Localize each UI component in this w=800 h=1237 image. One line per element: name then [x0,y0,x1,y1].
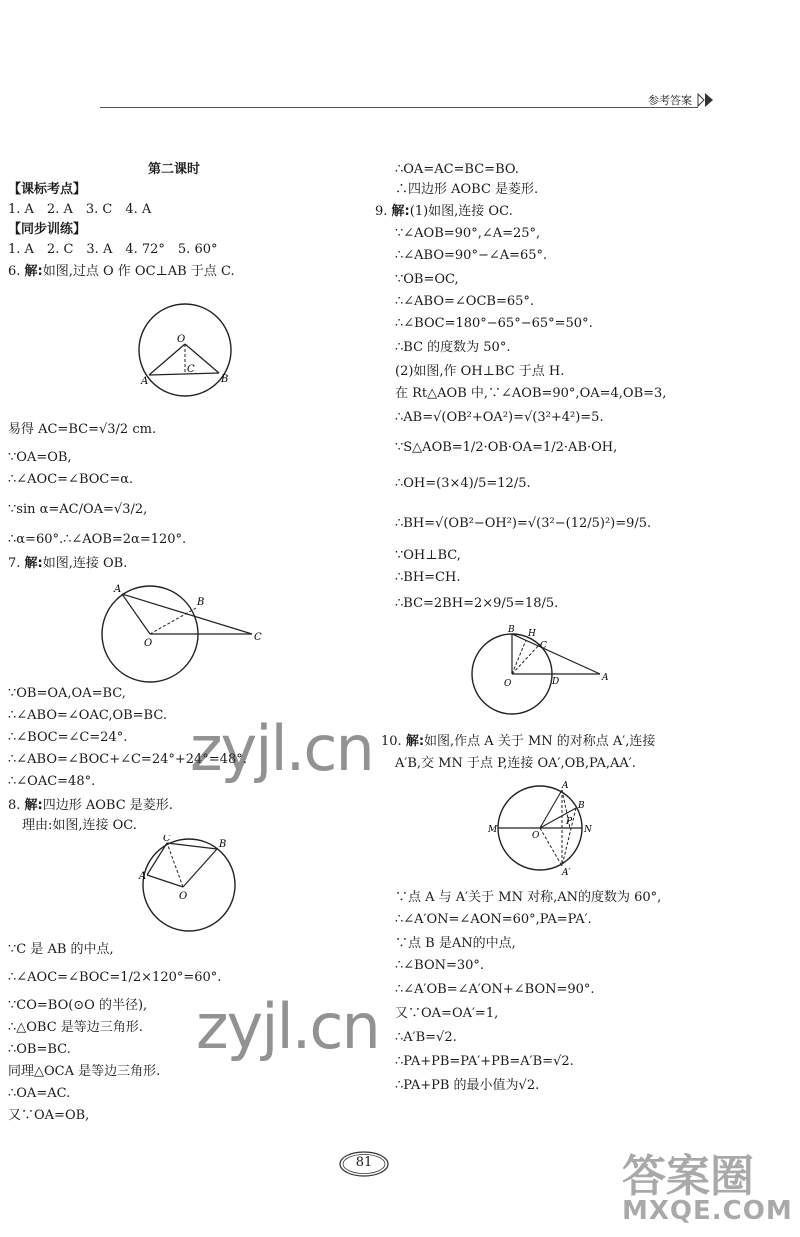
figure-q6 [135,300,245,410]
solution-line: 又∵OA=OB, [8,1108,90,1123]
solution-line: ∴∠A′ON=∠AON=60°,PA=PA′. [395,912,592,927]
solution-line: ∴∠ABO=∠BOC+∠C=24°+24°=48°. [8,752,247,767]
page-number-text: 81 [355,1155,373,1170]
point-label: N [584,825,592,835]
question-9 [375,204,513,220]
solution-line: ∴OA=AC. [8,1086,71,1101]
point-label: A [139,871,147,882]
watermark-url: MXQE.COM [622,1196,793,1226]
solution-line: ∴∠A′OB=∠A′ON+∠BON=90°. [395,982,595,997]
figure-q8 [133,835,243,935]
solution-line: ∴∠ABO=∠OCB=65°. [395,294,535,309]
solution-line: 同理△OCA 是等边三角形. [8,1064,161,1079]
point-label: B [197,597,205,608]
arrow-icon [696,90,720,110]
figure-q7 [100,578,280,690]
solution-line: ∴BH=CH. [395,570,461,585]
solution-line: ∵OA=OB, [8,450,72,465]
point-label: B [508,625,515,635]
solution-line: ∵OB=OA,OA=BC, [8,686,126,701]
solution-line: ∵点 B 是AN的中点, [395,936,516,951]
solution-line: ∴OB=BC. [8,1042,71,1057]
solution-line: ∴∠ABO=90°−∠A=65°. [395,248,548,263]
question-number: 6. [8,264,21,279]
solution-line: 理由:如图,连接 OC. [22,818,137,833]
solution-line: ∴∠BON=30°. [395,958,485,973]
point-label: A [602,673,609,683]
solution-line: ∴A′B=√2. [395,1030,457,1045]
section-heading: 【课标考点】 [8,182,87,197]
watermark: zyjl.cn [190,712,373,785]
figure-q10 [488,778,600,876]
solution-line: ∵点 A 与 A′关于 MN 对称,AN的度数为 60°, [395,890,662,905]
header-label: 参考答案 [648,94,692,107]
solution-line: ∴∠OAC=48°. [8,774,96,789]
solution-line: ∴PA+PB=PA′+PB=A′B=√2. [395,1054,574,1069]
solution-text: 如图,过点 O 作 OC⊥AB 于点 C. [42,264,235,279]
solution-line: ∴OH=(3×4)/5=12/5. [395,476,531,491]
solution-text: (1)如图,连接 OC. [409,204,513,219]
point-label: A [562,781,569,791]
question-number: 8. [8,798,21,813]
solution-text: 如图,连接 OB. [42,556,128,571]
solution-line: ∴∠AOC=∠BOC=α. [8,472,134,487]
solution-line: ∴∠AOC=∠BOC=1/2×120°=60°. [8,970,222,985]
solution-line: ∵OB=OC, [395,272,459,287]
point-label: C [163,835,171,844]
point-label: O [532,831,540,841]
answer-line: 1. A 2. C 3. A 4. 72° 5. 60° [8,242,218,257]
point-label: A [141,376,149,387]
point-label: O [144,638,153,649]
solution-label: 解: [391,204,410,219]
solution-line: ∴α=60°.∴∠AOB=2α=120°. [8,532,187,547]
solution-line: 在 Rt△AOB 中,∵∠AOB=90°,OA=4,OB=3, [395,386,667,401]
solution-line: ∴BH=√(OB²−OH²)=√(3²−(12/5)²)=9/5. [395,516,652,531]
solution-text: 四边形 AOBC 是菱形. [42,798,173,813]
solution-line: ∵CO=BO(⊙O 的半径), [8,998,148,1013]
point-label: A′ [562,868,571,876]
point-label: B [219,839,227,850]
solution-line: ∴BC 的度数为 50°. [395,340,511,355]
lesson-title: 第二课时 [148,162,201,177]
answer-line: 1. A 2. A 3. C 4. A [8,202,152,217]
solution-label: 解: [405,734,425,749]
solution-line: ∵∠AOB=90°,∠A=25°, [395,226,541,241]
solution-line: A′B,交 MN 于点 P,连接 OA′,OB,PA,AA′. [395,756,636,771]
point-label: P [566,817,573,827]
solution-line: ∴四边形 AOBC 是菱形. [395,182,539,197]
solution-line: ∴OA=AC=BC=BO. [395,162,519,177]
solution-line: ∴∠ABO=∠OAC,OB=BC. [8,708,167,723]
solution-line: ∴△OBC 是等边三角形. [8,1020,143,1035]
point-label: C [540,641,547,651]
point-label: B [221,374,229,385]
point-label: M [488,825,498,835]
solution-line: ∴PA+PB 的最小值为√2. [395,1078,540,1093]
solution-line: ∵OH⊥BC, [395,548,461,563]
solution-text: 如图,作点 A 关于 MN 的对称点 A′,连接 [424,734,656,749]
solution-line: 又∵OA=OA′=1, [395,1006,499,1021]
header-rule [100,107,698,108]
solution-line: ∵C 是 AB 的中点, [8,942,114,957]
section-heading: 【同步训练】 [8,222,87,237]
point-label: H [528,629,536,639]
question-number: 10. [381,734,402,749]
question-7 [8,556,127,572]
question-8 [8,798,173,814]
solution-line: ∴∠BOC=∠C=24°. [8,730,128,745]
point-label: D [552,677,560,687]
point-label: A [114,584,122,595]
watermark: zyjl.cn [196,990,379,1063]
point-label: C [254,632,262,643]
page-number [338,1150,390,1178]
point-label: O [177,334,186,345]
point-label: O [179,891,188,902]
figure-q9 [468,622,618,720]
solution-line: ∴BC=2BH=2×9/5=18/5. [395,596,559,611]
watermark-logo: 答案圈 [622,1151,754,1202]
solution-label: 解: [24,264,43,279]
question-10 [381,734,655,750]
question-6 [8,264,235,280]
question-number: 9. [375,204,388,219]
point-label: C [187,364,195,375]
solution-label: 解: [24,556,43,571]
solution-label: 解: [24,798,43,813]
solution-line: (2)如图,作 OH⊥BC 于点 H. [395,364,565,379]
solution-line: ∵S△AOB=1/2·OB·OA=1/2·AB·OH, [395,440,618,455]
question-number: 7. [8,556,21,571]
page-header [100,92,720,110]
solution-line: ∴∠BOC=180°−65°−65°=50°. [395,316,593,331]
point-label: B [578,801,585,811]
solution-line: ∵sin α=AC/OA=√3/2, [8,502,148,517]
solution-line: ∴AB=√(OB²+OA²)=√(3²+4²)=5. [395,410,604,425]
point-label: O [504,679,512,689]
solution-line: 易得 AC=BC=√3/2 cm. [8,422,157,437]
